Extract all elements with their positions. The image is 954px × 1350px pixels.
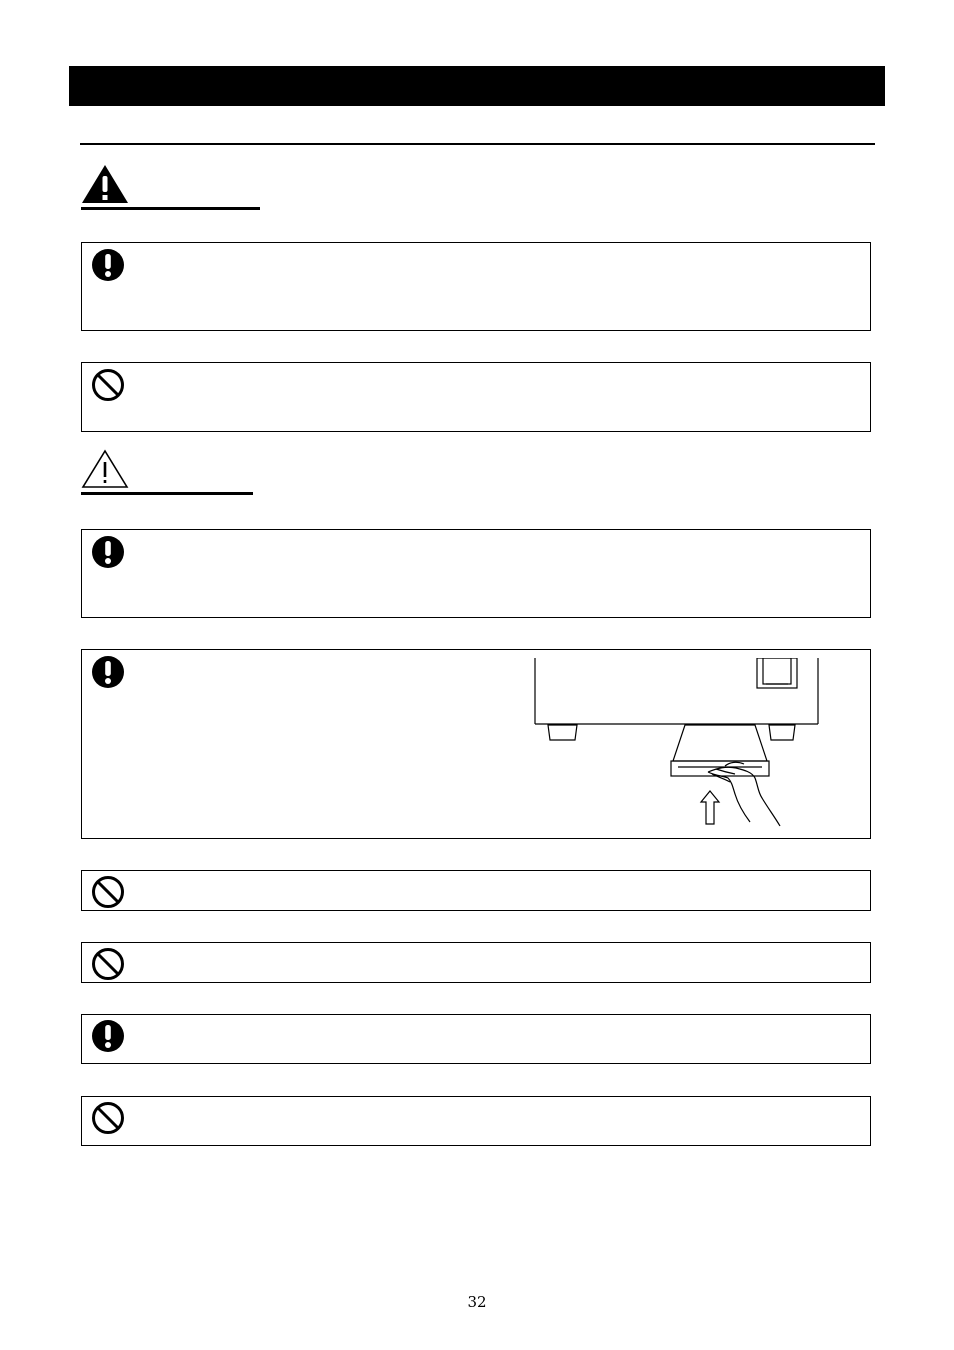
prohibition-circle-icon (91, 1101, 125, 1135)
prohibition-circle-icon (91, 947, 125, 981)
caution-sign (81, 449, 261, 499)
warning-underline (81, 207, 260, 210)
outline-warning-triangle-icon (81, 449, 131, 489)
notice-box-2 (81, 362, 871, 432)
exclamation-circle-icon (91, 535, 125, 569)
notice-box-8 (81, 1096, 871, 1146)
exclamation-circle-icon (91, 1019, 125, 1053)
notice-box-6 (81, 942, 871, 983)
section-rule (80, 143, 875, 145)
notice-box-3 (81, 529, 871, 618)
prohibition-circle-icon (91, 875, 125, 909)
tray-lifting-illustration (530, 658, 860, 830)
exclamation-circle-icon (91, 248, 125, 282)
page-number: 32 (467, 1293, 487, 1311)
header-bar (69, 66, 885, 106)
caution-underline (81, 492, 253, 495)
filled-warning-triangle-icon (81, 164, 131, 204)
notice-box-7 (81, 1014, 871, 1064)
warning-sign (81, 164, 261, 214)
notice-box-1 (81, 242, 871, 331)
prohibition-circle-icon (91, 368, 125, 402)
notice-box-5 (81, 870, 871, 911)
exclamation-circle-icon (91, 655, 125, 689)
